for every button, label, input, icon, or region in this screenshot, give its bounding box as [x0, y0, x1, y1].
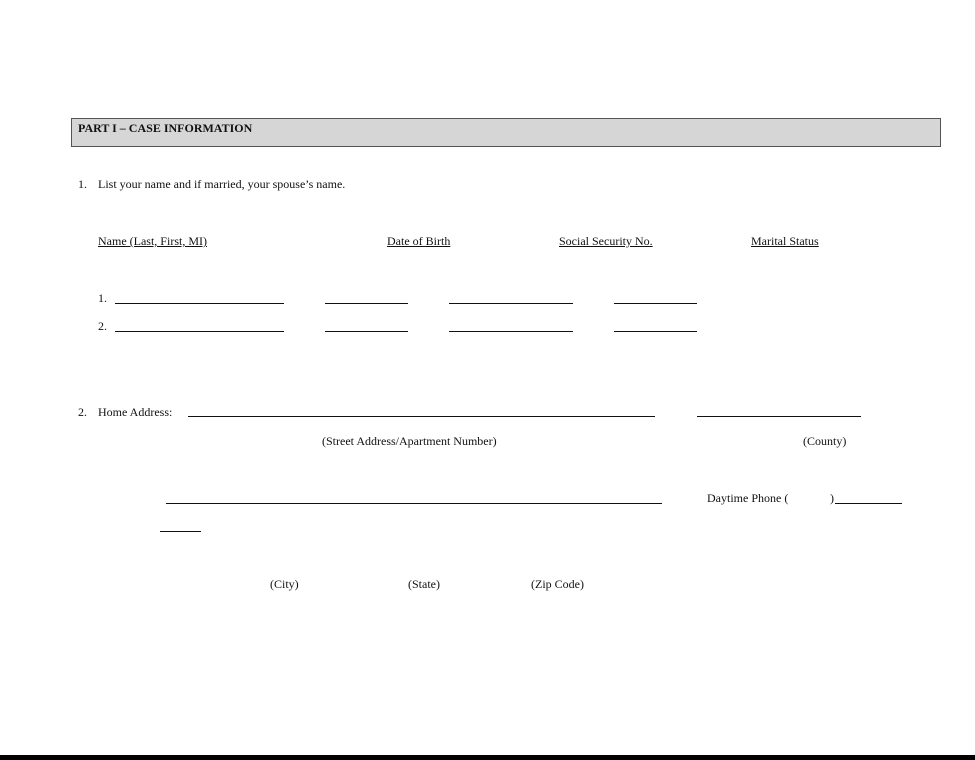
row-1-marital-field[interactable]: [614, 303, 697, 304]
row-1-name-field[interactable]: [115, 303, 284, 304]
city-caption: (City): [270, 577, 299, 591]
row-2-ssn-field[interactable]: [449, 331, 573, 332]
part-header-title: PART I – CASE INFORMATION: [78, 121, 253, 135]
county-field[interactable]: [697, 416, 861, 417]
street-address-caption: (Street Address/Apartment Number): [322, 434, 497, 448]
row-1-number: 1.: [98, 291, 107, 305]
daytime-phone-field-continued[interactable]: [160, 531, 201, 532]
row-2-dob-field[interactable]: [325, 331, 408, 332]
city-state-zip-field[interactable]: [166, 503, 662, 504]
part-header-bar: [71, 118, 941, 147]
row-1-dob-field[interactable]: [325, 303, 408, 304]
col-header-dob: Date of Birth: [387, 234, 451, 248]
daytime-phone-field[interactable]: [835, 503, 902, 504]
county-caption: (County): [803, 434, 847, 448]
q1-text: List your name and if married, your spouse’s name.: [98, 177, 346, 191]
row-1-ssn-field[interactable]: [449, 303, 573, 304]
row-2-number: 2.: [98, 319, 107, 333]
col-header-marital: Marital Status: [751, 234, 819, 248]
street-address-field[interactable]: [188, 416, 655, 417]
home-address-label: Home Address:: [98, 405, 173, 419]
page-bottom-rule: [0, 755, 975, 760]
q2-number: 2.: [78, 405, 87, 419]
daytime-phone-label: Daytime Phone (: [707, 491, 789, 505]
row-2-name-field[interactable]: [115, 331, 284, 332]
q1-number: 1.: [78, 177, 87, 191]
zip-code-caption: (Zip Code): [531, 577, 584, 591]
col-header-name: Name (Last, First, MI): [98, 234, 207, 248]
row-2-marital-field[interactable]: [614, 331, 697, 332]
daytime-phone-paren-close: ): [830, 491, 834, 505]
state-caption: (State): [408, 577, 440, 591]
col-header-ssn: Social Security No.: [559, 234, 653, 248]
